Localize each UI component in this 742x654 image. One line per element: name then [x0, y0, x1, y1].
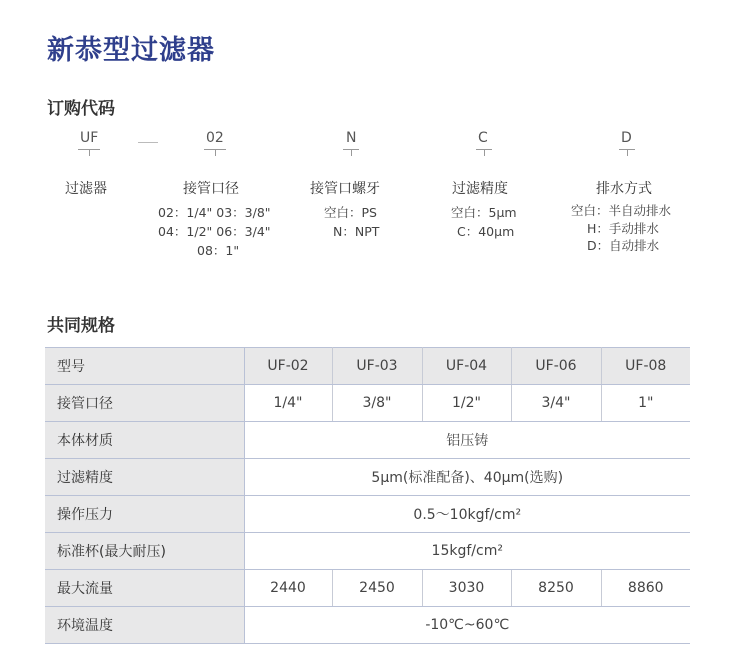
option-size: 08：1" — [197, 243, 240, 258]
order-code-heading: 订购代码 — [47, 99, 115, 119]
merged-value-cell: 0.5～10kgf/cm² — [244, 496, 690, 533]
code-tick — [351, 150, 352, 156]
spec-table — [45, 347, 690, 644]
option-size: 04：1/2" 06：3/4" — [158, 224, 271, 239]
option-thread: N：NPT — [333, 224, 380, 239]
row-label: 型号 — [45, 348, 244, 385]
label-port-thread: 接管口螺牙 — [310, 181, 380, 197]
page-title: 新恭型过滤器 — [47, 35, 215, 66]
table-row — [45, 607, 690, 644]
merged-value-cell: 5μm(标准配备)、40μm(选购) — [244, 459, 690, 496]
option-thread: 空白：PS — [324, 205, 377, 220]
value-cell: 2440 — [244, 570, 332, 607]
row-label: 标准杯(最大耐压) — [45, 533, 244, 570]
value-cell: 3/8" — [332, 385, 422, 422]
option-precision: C：40μm — [457, 224, 515, 239]
code-uf: UF — [80, 130, 99, 146]
option-drain: H：手动排水 — [587, 221, 659, 236]
option-drain: 空白：半自动排水 — [571, 203, 672, 218]
value-cell: 3/4" — [511, 385, 601, 422]
code-tick — [484, 150, 485, 156]
row-label: 接管口径 — [45, 385, 244, 422]
merged-value-cell: -10℃~60℃ — [244, 607, 690, 644]
model-cell: UF-03 — [332, 348, 422, 385]
model-cell: UF-06 — [511, 348, 601, 385]
value-cell: 8250 — [511, 570, 601, 607]
option-drain: D：自动排水 — [587, 238, 660, 253]
option-size: 02：1/4" 03：3/8" — [158, 205, 271, 220]
model-cell: UF-08 — [601, 348, 690, 385]
model-cell: UF-02 — [244, 348, 332, 385]
row-label: 操作压力 — [45, 496, 244, 533]
row-label: 过滤精度 — [45, 459, 244, 496]
model-cell: UF-04 — [422, 348, 511, 385]
code-tick — [89, 150, 90, 156]
row-label: 最大流量 — [45, 570, 244, 607]
value-cell: 3030 — [422, 570, 511, 607]
table-row — [45, 570, 690, 607]
value-cell: 1" — [601, 385, 690, 422]
code-separator — [138, 142, 158, 143]
code-precision: C — [478, 130, 488, 146]
option-precision: 空白：5μm — [451, 205, 517, 220]
value-cell: 2450 — [332, 570, 422, 607]
spec-heading: 共同规格 — [47, 316, 115, 336]
row-label: 环境温度 — [45, 607, 244, 644]
table-row — [45, 496, 690, 533]
value-cell: 1/4" — [244, 385, 332, 422]
row-label: 本体材质 — [45, 422, 244, 459]
code-thread: N — [346, 130, 357, 146]
table-row — [45, 459, 690, 496]
code-tick — [627, 150, 628, 156]
label-port-size: 接管口径 — [183, 181, 239, 197]
table-row — [45, 422, 690, 459]
table-row — [45, 348, 690, 385]
value-cell: 8860 — [601, 570, 690, 607]
code-drain: D — [621, 130, 632, 146]
merged-value-cell: 铝压铸 — [244, 422, 690, 459]
table-row — [45, 533, 690, 570]
label-filter: 过滤器 — [65, 181, 107, 197]
label-drain: 排水方式 — [596, 181, 652, 197]
table-row — [45, 385, 690, 422]
code-tick — [215, 150, 216, 156]
code-size: 02 — [206, 130, 224, 146]
label-precision: 过滤精度 — [452, 181, 508, 197]
merged-value-cell: 15kgf/cm² — [244, 533, 690, 570]
value-cell: 1/2" — [422, 385, 511, 422]
